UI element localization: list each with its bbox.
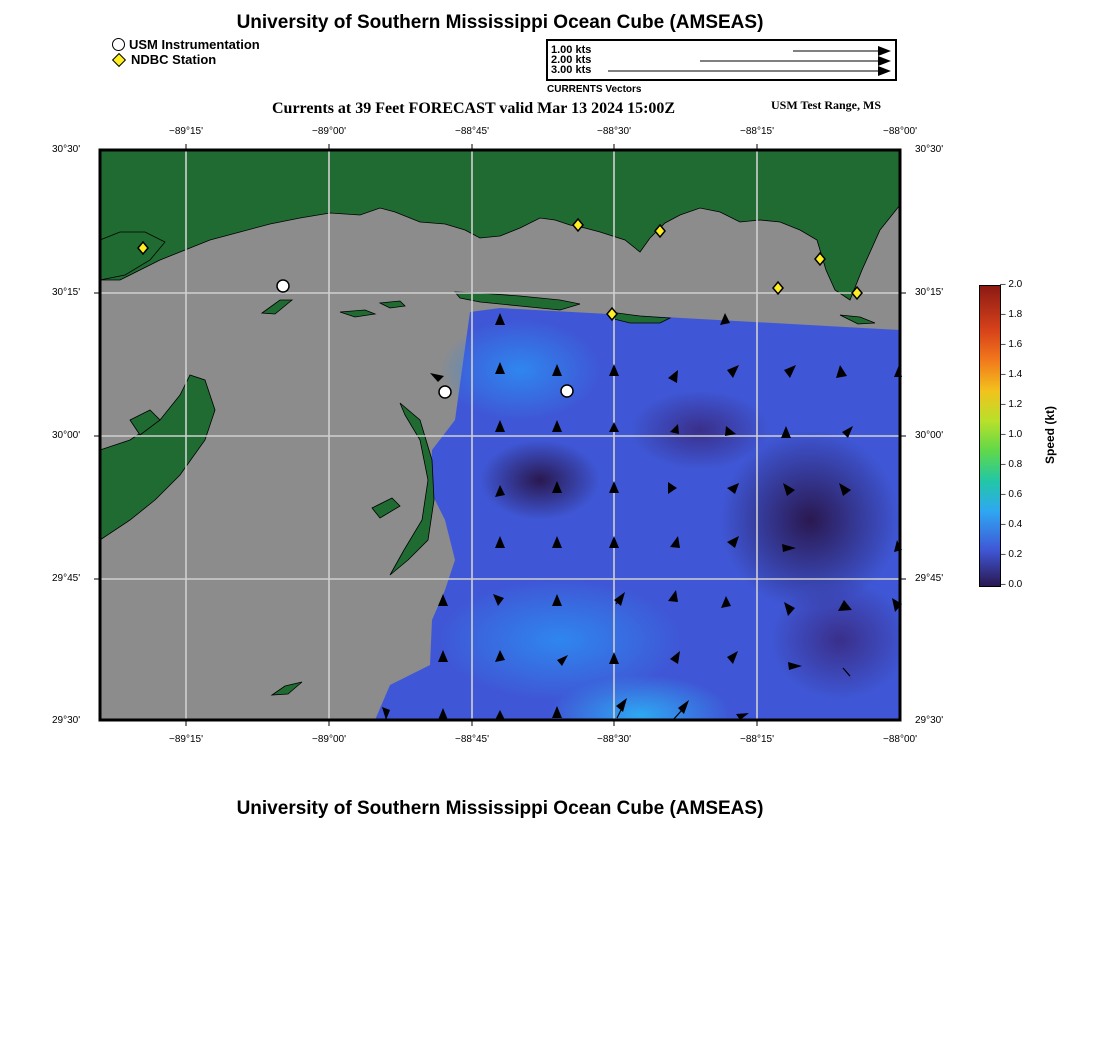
- map-subtitle: Currents at 39 Feet FORECAST valid Mar 13 2024 15:00Z: [272, 100, 676, 117]
- lat-tick-left: 29°45': [52, 573, 81, 584]
- colorbar-tick: – 0.2: [1000, 549, 1023, 560]
- lat-tick-left: 30°30': [52, 144, 81, 155]
- marker-legend: [112, 37, 260, 67]
- lon-tick-top: −88°00': [883, 126, 917, 137]
- lat-tick-left: 30°15': [52, 287, 81, 298]
- colorbar-tick: – 0.6: [1000, 489, 1023, 500]
- usm-station-marker: [561, 385, 573, 397]
- lat-tick-right: 30°00': [915, 430, 944, 441]
- colorbar-tick: – 1.8: [1000, 309, 1023, 320]
- lat-tick-left: 29°30': [52, 715, 81, 726]
- lat-tick-right: 29°45': [915, 573, 944, 584]
- colorbar-tick: – 1.0: [1000, 429, 1023, 440]
- vector-arrow-icon: [606, 66, 893, 76]
- legend-usm: [112, 37, 260, 52]
- colorbar-tick: – 1.4: [1000, 369, 1023, 380]
- usm-marker-icon: [112, 38, 125, 51]
- vector-key: [546, 39, 897, 81]
- speed-colorbar: [979, 285, 1001, 587]
- lat-tick-right: 29°30': [915, 715, 944, 726]
- vector-key-row: 2.00 kts: [548, 55, 895, 65]
- ndbc-diamond-icon: [112, 52, 126, 66]
- legend-usm-label: USM Instrumentation: [129, 37, 260, 52]
- lon-tick-bottom: −88°00': [883, 734, 917, 745]
- vector-key-row: 3.00 kts: [548, 65, 895, 75]
- page-title: University of Southern Mississippi Ocean Cube (AMSEAS): [236, 12, 764, 33]
- vector-key-row: 1.00 kts: [548, 45, 895, 55]
- lon-tick-top: −88°15': [740, 126, 774, 137]
- colorbar-tick: – 0.8: [1000, 459, 1023, 470]
- colorbar-tick: – 2.0: [1000, 279, 1023, 290]
- lat-tick-right: 30°30': [915, 144, 944, 155]
- legend-ndbc: [112, 52, 260, 67]
- lon-tick-bottom: −89°15': [169, 734, 203, 745]
- lat-tick-left: 30°00': [52, 430, 81, 441]
- lon-tick-bottom: −88°15': [740, 734, 774, 745]
- colorbar-tick: – 0.4: [1000, 519, 1023, 530]
- lon-tick-bottom: −89°00': [312, 734, 346, 745]
- current-map: [0, 120, 960, 760]
- lon-tick-top: −88°30': [597, 126, 631, 137]
- colorbar-tick: – 1.2: [1000, 399, 1023, 410]
- colorbar-tick: – 0.0: [1000, 579, 1023, 590]
- colorbar-tick: – 1.6: [1000, 339, 1023, 350]
- usm-station-marker: [439, 386, 451, 398]
- lon-tick-top: −89°00': [312, 126, 346, 137]
- usm-station-marker: [277, 280, 289, 292]
- footer-title: University of Southern Mississippi Ocean Cube (AMSEAS): [236, 798, 764, 819]
- lon-tick-top: −88°45': [455, 126, 489, 137]
- legend-ndbc-label: NDBC Station: [131, 52, 217, 67]
- vector-key-caption: CURRENTS Vectors: [547, 84, 642, 95]
- lon-tick-top: −89°15': [169, 126, 203, 137]
- lon-tick-bottom: −88°45': [455, 734, 489, 745]
- speed-field: [375, 308, 910, 755]
- region-label: USM Test Range, MS: [771, 98, 882, 112]
- lat-tick-right: 30°15': [915, 287, 944, 298]
- colorbar-label: Speed (kt): [1043, 405, 1057, 465]
- lon-tick-bottom: −88°30': [597, 734, 631, 745]
